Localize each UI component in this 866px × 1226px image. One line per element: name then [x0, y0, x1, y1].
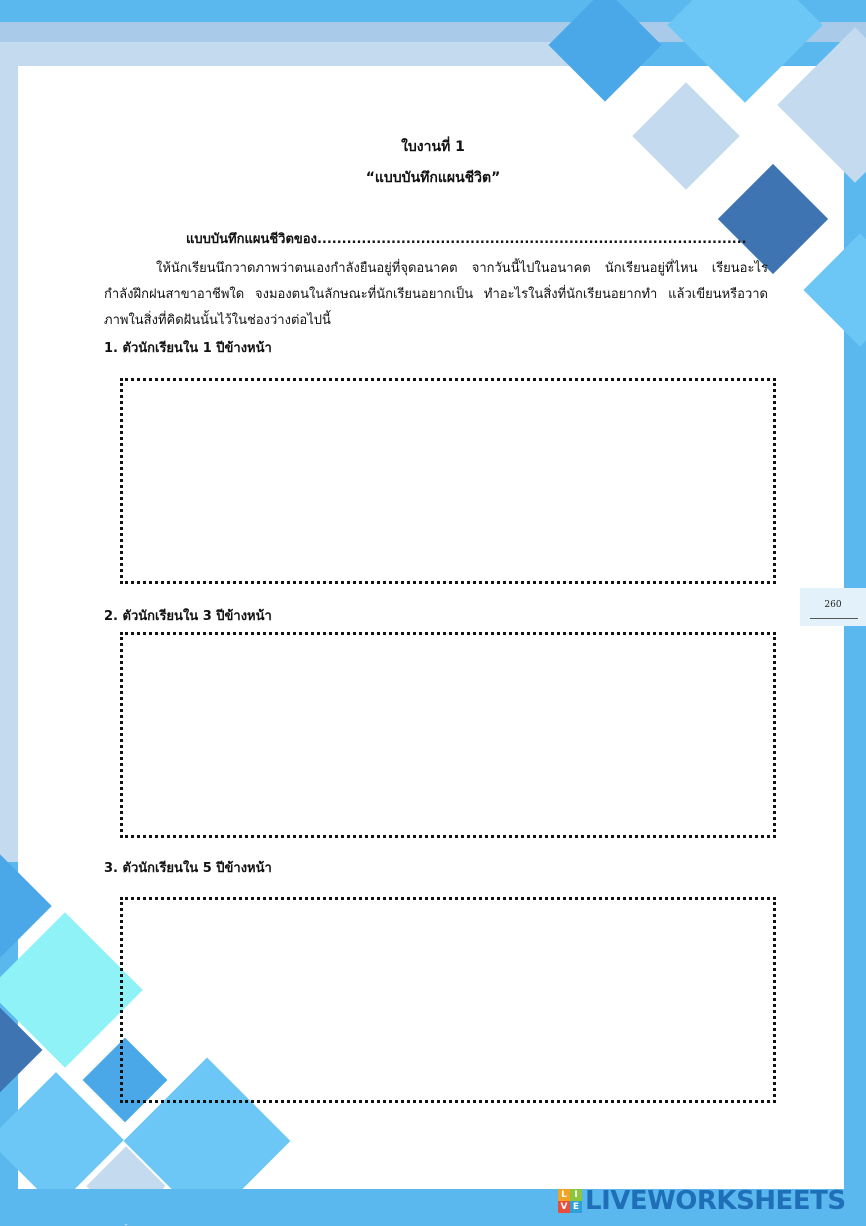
live-icon-letter: I — [570, 1189, 582, 1201]
brand-name: LIVEWORKSHEETS — [585, 1186, 846, 1216]
live-icon-letter: V — [558, 1201, 570, 1213]
worksheet-number-title: ใบงานที่ 1 — [401, 139, 465, 155]
instructions-paragraph: ให้นักเรียนนึกวาดภาพว่าตนเองกำลังยืนอยู่ที่จุดอนาคต จากวันนี้ไปในอนาคต นักเรียนอยู่ที่ไหน เรียนอะไร กำลังฝึกฝนสาขาอาชีพใด จงมองตนในลักษณะที่นักเรียนอยากเป็น ทำอะไรในสิ่งที่นักเรียนอยากทำ แล้วเขียนหรือวาดภาพในสิ่งที่คิดฝันนั้นไว้ในช่องว่างต่อไปนี้ — [104, 261, 768, 328]
section-heading-5-years: 3. ตัวนักเรียนใน 5 ปีข้างหน้า — [104, 861, 272, 876]
section-heading-3-years: 2. ตัวนักเรียนใน 3 ปีข้างหน้า — [104, 609, 272, 624]
answer-box-1-year[interactable] — [120, 378, 776, 584]
liveworksheets-logo — [558, 1186, 846, 1216]
page-number-underline — [810, 618, 858, 619]
live-icon-letter: L — [558, 1189, 570, 1201]
top-inner-band — [18, 42, 618, 66]
worksheet-title: “แบบบันทึกแผนชีวิต” — [365, 170, 501, 186]
page-number: 260 — [824, 600, 842, 610]
answer-box-3-years[interactable] — [120, 632, 776, 838]
answer-box-5-years[interactable] — [120, 897, 776, 1103]
left-light-band — [0, 42, 18, 862]
live-icon — [558, 1189, 582, 1213]
section-heading-1-year: 1. ตัวนักเรียนใน 1 ปีข้างหน้า — [104, 341, 272, 356]
live-icon-letter: E — [570, 1201, 582, 1213]
page-number-tab — [800, 588, 866, 626]
owner-name-line: แบบบันทึกแผนชีวิตของ....................................................................................... — [186, 232, 747, 247]
